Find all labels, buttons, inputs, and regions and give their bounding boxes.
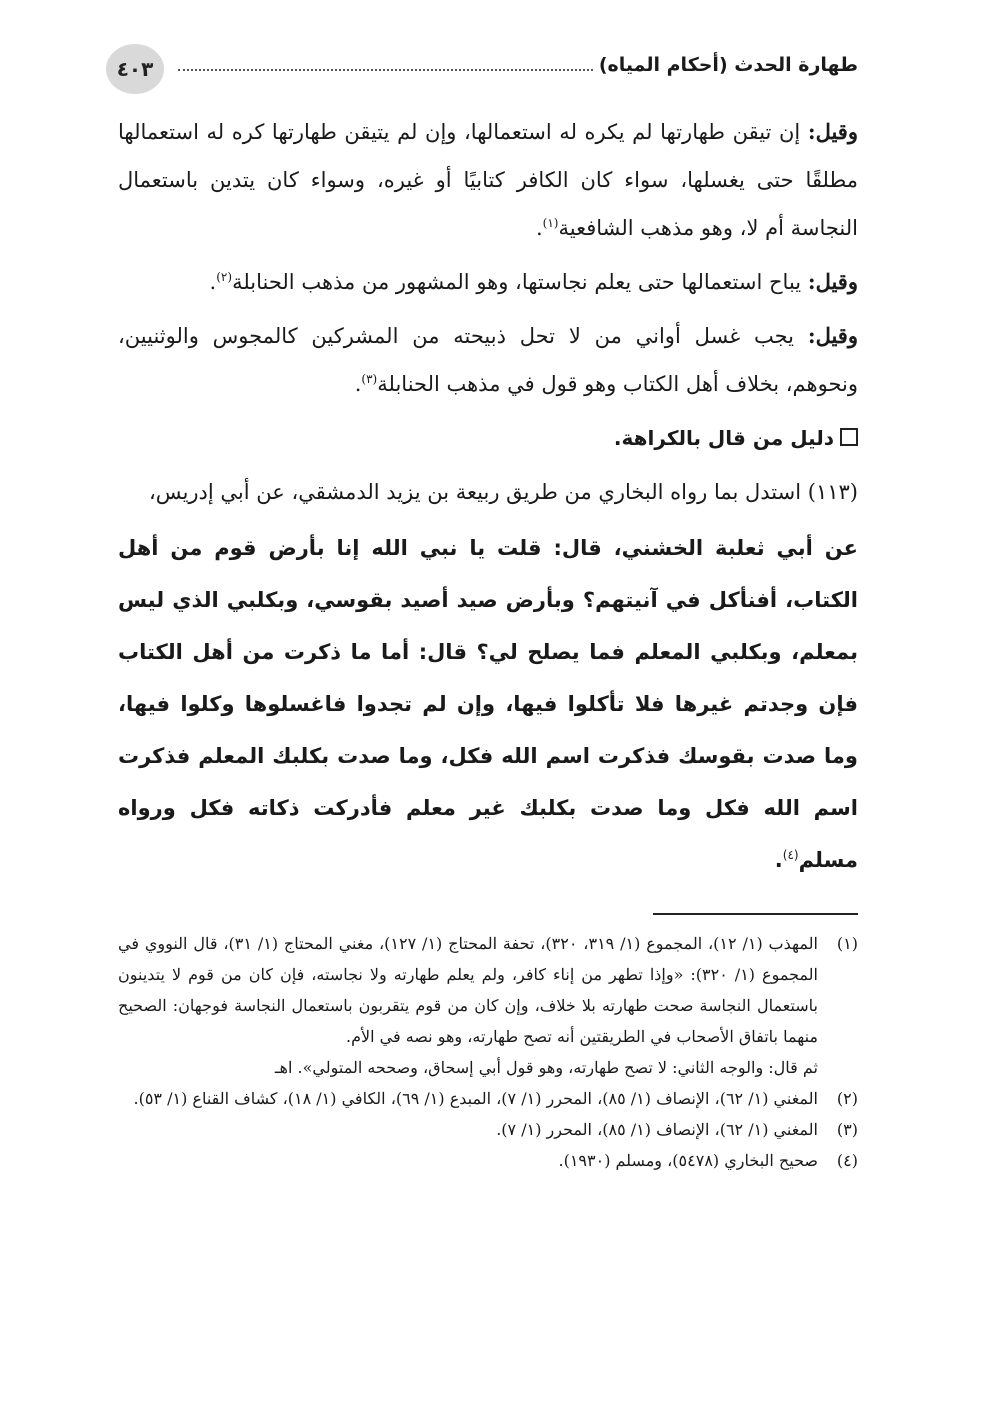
paragraph-text: إن تيقن طهارتها لم يكره له استعمالها، وإن لم يتيقن طهارتها كره له استعمالها مطلقًا حتى يغسلها، سواء كان الكافر كتابيًا أو غيره، وسواء كان يتدين باستعمال النجاسة أم لا، وهو مذهب الشافعية [118,120,858,240]
footnote-2 [118,1083,858,1114]
hadith-body: عن أبي ثعلبة الخشني، قال: قلت يا نبي الله إنا بأرض قوم من أهل الكتاب، أفنأكل في آنيتهم؟ وبأرض صيد أصيد بقوسي، وبكلبي الذي ليس بمعلم، وبكلبي المعلم فما يصلح لي؟ قال: أما ما ذكرت من أهل الكتاب فإن وجدتم غيرها فلا تأكلوا فيها، وإن لم تجدوا فاغسلوها وكلوا فيها، وما صدت بقوسك فذكرت اسم الله فكل، وما صدت بكلبك المعلم فذكرت اسم الله فكل وما صدت بكلبك غير معلم فأدركت ذكاته فكل ورواه مسلم [118,536,858,872]
footnote-ref-1[interactable]: (١) [542,216,559,230]
footnote-1-continuation: ثم قال: والوجه الثاني: لا تصح طهارته، وهو قول أبي إسحاق، وصححه المتولي». اهـ [274,1058,818,1077]
paragraph-1 [118,108,858,252]
main-text [118,108,858,886]
paragraph-lead: وقيل: [807,119,858,144]
footnote-number: (٢) [836,1089,858,1108]
footnotes [118,928,858,1176]
footnote-4 [118,1145,858,1176]
footnote-text: المهذب (١/ ١٢)، المجموع (١/ ٣١٩، ٣٢٠)، تحفة المحتاج (١/ ١٢٧)، مغني المحتاج (١/ ٣١)، قال النووي في المجموع (١/ ٣٢٠): «وإذا تطهر من إناء كافر، ولم يعلم طهارته ولا نجاسته، فإن كان من قوم لا يتدينون باستعمال النجاسة صحت طهارته بلا خلاف، وإن كان من قوم يتقربون باستعمال النجاسة فوجهان: الصحيح منهما باتفاق الأصحاب في الطريقتين أنه تصح طهارته، وهو نصه في الأم. [118,934,819,1046]
paragraph-text: يجب غسل أواني من لا تحل ذبيحته من المشركين كالمجوس والوثنيين، ونحوهم، بخلاف أهل الكتاب وهو قول في مذهب الحنابلة [118,324,858,396]
footnote-ref-2[interactable]: (٢) [216,270,233,284]
subheading-text: دليل من قال بالكراهة. [613,426,834,450]
section-subheading [118,414,858,462]
paragraph-lead: وقيل: [807,323,858,348]
hadith-text [118,522,858,886]
footnote-text: صحيح البخاري (٥٤٧٨)، ومسلم (١٩٣٠). [558,1151,818,1170]
running-title: طهارة الحدث (أحكام المياه) [598,54,858,76]
paragraph-end: . [535,216,543,240]
hadith-end: . [774,848,783,872]
page-header [118,44,858,94]
footnote-1 [118,928,858,1052]
page-number: ٤٠٣ [106,44,164,94]
footnote-number: (٤) [836,1151,858,1170]
book-page [118,0,858,1417]
paragraph-3 [118,312,858,408]
footnote-number: (٣) [836,1120,858,1139]
footnote-divider [653,913,858,915]
header-dotted-leader [178,69,593,71]
footnote-ref-4[interactable]: (٤) [782,848,799,862]
footnote-ref-3[interactable]: (٣) [361,372,378,386]
running-head [178,54,858,76]
paragraph-text: يباح استعمالها حتى يعلم نجاستها، وهو المشهور من مذهب الحنابلة [232,270,808,294]
checkbox-square-icon [840,428,858,446]
footnote-text: المغني (١/ ٦٢)، الإنصاف (١/ ٨٥)، المحرر (١/ ٧). [496,1120,818,1139]
footnote-3 [118,1114,858,1145]
paragraph-end: . [354,372,362,396]
paragraph-end: . [209,270,217,294]
paragraph-4: (١١٣) استدل بما رواه البخاري من طريق ربيعة بن يزيد الدمشقي، عن أبي إدريس، [149,480,858,504]
footnote-text: المغني (١/ ٦٢)، الإنصاف (١/ ٨٥)، المحرر (١/ ٧)، المبدع (١/ ٦٩)، الكافي (١/ ١٨)، كشاف القناع (١/ ٥٣). [133,1089,818,1108]
paragraph-lead: وقيل: [807,269,858,294]
paragraph-2 [118,258,858,306]
footnote-number: (١) [836,934,858,953]
